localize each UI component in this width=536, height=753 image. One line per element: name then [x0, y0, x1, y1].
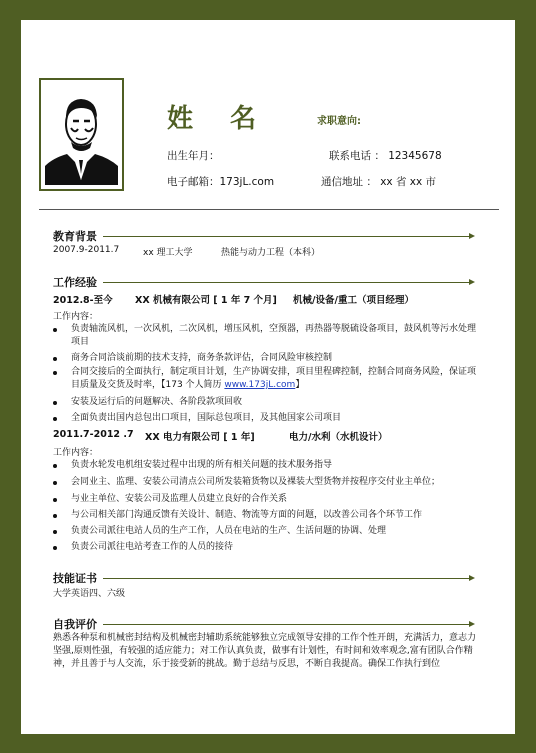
- bullet-dot: [53, 357, 57, 361]
- header-divider: [39, 209, 499, 210]
- resume-page: [21, 20, 515, 734]
- job1-item-1: 负责轴流风机，一次风机，二次风机，增压风机，空预器，再热器等脱硫设备项目，鼓风机等污水处理项目: [71, 324, 477, 347]
- address-label: 通信地址 ：: [321, 176, 377, 188]
- bullet-dot: [53, 546, 57, 550]
- job1-item-3: [71, 366, 481, 392]
- bullet-dot: [53, 498, 57, 502]
- education-major: 热能与动力工程（本科）: [221, 248, 321, 258]
- skills-text: 大学英语四、六级: [53, 589, 126, 599]
- evaluation-title-arrow: [103, 624, 473, 625]
- job2-content-label: 工作内容：: [53, 448, 99, 458]
- resume-link-prefix: 【173 个人简历: [161, 380, 225, 390]
- email-value: 173jL.com: [219, 176, 275, 188]
- job1-item-2: 商务合同洽谈前期的技术支持，商务条款评估，合同风险审核控制: [71, 353, 333, 363]
- job2-period: 2011.7-2012 .7: [53, 429, 134, 440]
- email-label: 电子邮箱：: [167, 176, 220, 188]
- job2-item-6: 负责公司派往电站考查工作的人员的接待: [71, 542, 234, 552]
- work-title-arrow: [103, 282, 473, 283]
- name-heading: 姓 名: [167, 104, 271, 134]
- job-intent-label: 求职意向:: [317, 116, 361, 127]
- job1-company: XX 机械有限公司 [ 1 年 7 个月]: [135, 295, 277, 306]
- education-school: xx 理工大学: [143, 248, 193, 258]
- job1-position: 机械/设备/重工（项目经理）: [293, 295, 414, 306]
- bullet-dot: [53, 417, 57, 421]
- job2-company: XX 电力有限公司 [ 1 年]: [145, 432, 255, 443]
- job1-item-4: 安装及运行后的问题解决、各阶段款项回收: [71, 397, 243, 407]
- bullet-dot: [53, 371, 57, 375]
- education-title: 教育背景: [53, 230, 97, 243]
- job1-period: 2012.8-至今: [53, 295, 113, 306]
- job2-item-4: 与公司相关部门沟通反馈有关设计、制造、物流等方面的问题，以改善公司各个环节工作: [71, 510, 423, 520]
- phone-value: 12345678: [388, 150, 442, 162]
- bullet-dot: [53, 530, 57, 534]
- bullet-dot: [53, 328, 57, 332]
- evaluation-text: 熟悉各种泵和机械密封结构及机械密封辅助系统能够独立完成领导安排的工作个性开朗，充满活力，意志力坚强,原则性强，有较强的适应能力；对工作认真负责，做事有计划性，有时间和效率观念,富有团队合作精神，并且善于与人交流，乐于接受新的挑战。勤于总结与反思，不断自我提高。确保工作执行到位: [53, 633, 477, 669]
- resume-link-suffix: 】: [295, 380, 305, 390]
- job1-item-5: 全面负责出国内总包出口项目，国际总包项目，及其他国家公司项目: [71, 413, 342, 423]
- job2-item-5: 负责公司派往电站人员的生产工作，人员在电站的生产、生活问题的协调、处理: [71, 526, 387, 536]
- address-value: xx 省 xx 市: [380, 176, 437, 188]
- education-title-arrow: [103, 236, 473, 237]
- work-title: 工作经验: [53, 276, 97, 289]
- job1-item-3-text: 合同交接后的全面执行，制定项目计划，生产协调安排，项目里程碑控制，控制合同商务风险，保证项目质量及交货及时率，: [71, 367, 477, 390]
- bullet-dot: [53, 481, 57, 485]
- job2-item-1: 负责水轮发电机组安装过程中出现的所有相关问题的技术服务指导: [71, 460, 333, 470]
- phone-field: [329, 148, 442, 163]
- job2-item-3: 与业主单位、安装公司及监理人员建立良好的合作关系: [71, 494, 288, 504]
- email-field: [167, 174, 274, 189]
- skills-title-arrow: [103, 578, 473, 579]
- job2-item-2: 会同业主、监理、安装公司清点公司所发装箱货物以及裸装大型货物并按程序交付业主单位；: [71, 477, 441, 487]
- address-field: [321, 174, 436, 189]
- birth-label: 出生年月：: [167, 150, 220, 162]
- bullet-dot: [53, 514, 57, 518]
- job2-position: 电力/水利（水机设计）: [289, 432, 388, 443]
- phone-label: 联系电话 ：: [329, 150, 385, 162]
- profile-photo: [39, 78, 124, 191]
- job1-content-label: 工作内容：: [53, 312, 99, 322]
- bullet-dot: [53, 401, 57, 405]
- evaluation-title: 自我评价: [53, 618, 97, 631]
- portrait-image: [45, 84, 118, 185]
- bullet-dot: [53, 464, 57, 468]
- education-period: 2007.9-2011.7: [53, 245, 120, 255]
- birth-field: [167, 148, 220, 163]
- resume-site-link[interactable]: www.173jL.com: [224, 380, 296, 390]
- skills-title: 技能证书: [53, 572, 97, 585]
